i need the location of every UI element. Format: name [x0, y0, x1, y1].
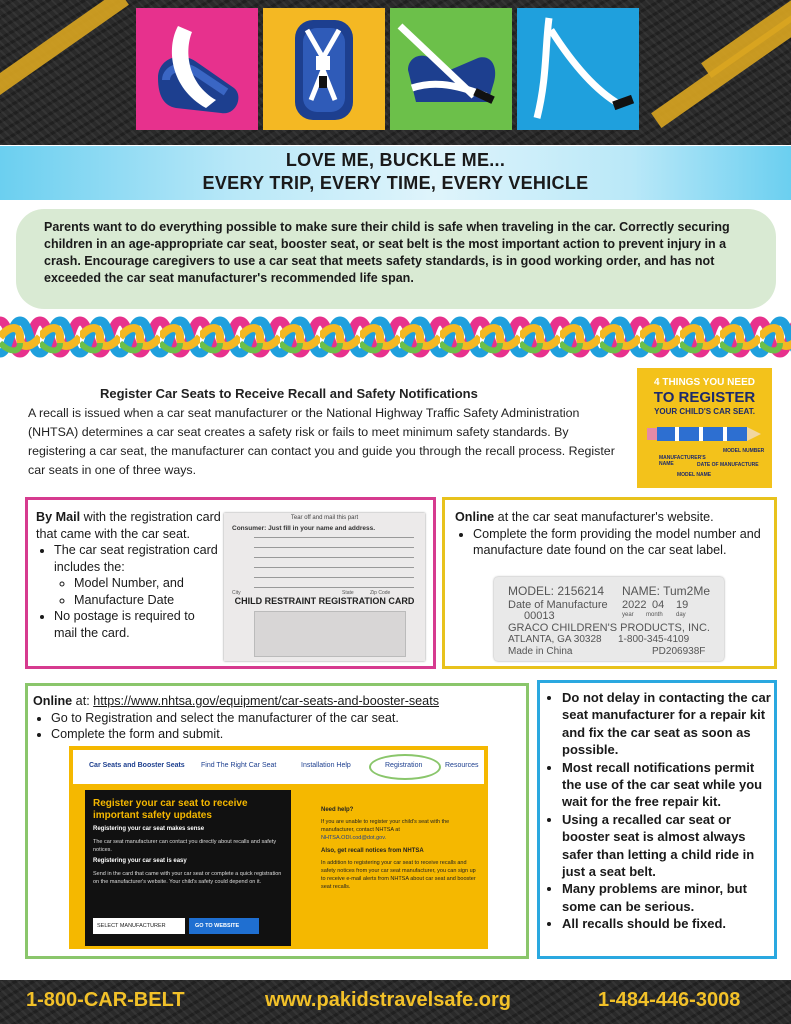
- site-help-column: [321, 806, 477, 891]
- list-item: ◦ Manufacture Date: [74, 592, 221, 609]
- four-things-label: DATE OF MANUFACTURE: [697, 462, 759, 468]
- mail-lead-rest: with the registration card that came with the car seat.: [36, 510, 221, 541]
- label-company: GRACO CHILDREN'S PRODUCTS, INC.: [508, 622, 710, 634]
- headline-line-2: EVERY TRIP, EVERY TIME, EVERY VEHICLE: [202, 173, 589, 193]
- list-item: • Complete the form and submit.: [51, 726, 523, 743]
- road-stripe: [0, 0, 129, 108]
- recall-notes: [546, 689, 772, 933]
- online-mfr-lead-rest: at the car seat manufacturer's website.: [494, 510, 714, 524]
- list-item: • Many problems are minor, but some can be serious.: [562, 880, 772, 915]
- label-day: 19: [676, 599, 689, 611]
- four-things-label: MODEL NUMBER: [723, 448, 765, 454]
- site-also-title: Also, get recall notices from NHTSA: [321, 848, 424, 854]
- site-help-title: Need help?: [321, 807, 354, 813]
- label-origin: Made in China: [508, 646, 573, 657]
- list-item: • Complete the form providing the model number and manufacture date found on the car seat label.: [473, 526, 765, 559]
- site-panel-title: Register your car seat to receive important safety updates: [93, 798, 248, 821]
- nhtsa-list: [33, 710, 523, 743]
- manufacturer-select[interactable]: SELECT MANUFACTURER: [93, 918, 185, 934]
- label-city: ATLANTA, GA 30328: [508, 634, 602, 645]
- register-body: A recall is issued when a car seat manufacturer or the National Highway Traffic Safety Administration (NHTSA) determines a car seat creates a safety risk or fails to meet minimum safety standards. By registering a car seat, the manufacturer can contact you and guide you through the recall process. Register car seats in one of three ways.: [28, 406, 615, 477]
- site-nav-item: Registration: [385, 762, 423, 769]
- list-item: ◦ Model Number, and: [74, 575, 221, 592]
- four-things-line-1: 4 THINGS YOU NEED: [654, 377, 755, 388]
- site-sub-2: Registering your car seat is easy: [93, 858, 187, 864]
- infant-seat-icon: [136, 8, 258, 130]
- nhtsa-website-screenshot: [69, 746, 488, 949]
- card-label-sticker: [254, 611, 406, 657]
- intro-text: Parents want to do everything possible to make sure their child is safe when traveling in the car. Correctly securing children in an age-appropriate car seat, booster seat, or seat belt is the most important action to prevent injury in a crash. Encourage caregivers to use a car seat that meets safety standards, is in good working order, and has not exceeded the car seat manufacturer's recommended life span.: [44, 220, 730, 285]
- site-nav-item: Resources: [445, 762, 479, 769]
- list-item: • Go to Registration and select the manufacturer of the car seat.: [51, 710, 523, 727]
- site-sub-1: Registering your car seat makes sense: [93, 826, 205, 832]
- card-consumer-text: Consumer: Just fill in your name and address.: [232, 525, 376, 532]
- mail-text: [36, 509, 221, 641]
- mail-bullet-1: The car seat registration card includes the:: [54, 543, 218, 574]
- nhtsa-url-link[interactable]: https://www.nhtsa.gov/equipment/car-seats-and-booster-seats: [93, 694, 439, 708]
- site-nav-item: Find The Right Car Seat: [201, 762, 277, 769]
- site-help-text: If you are unable to register your child's seat with the manufacturer, contact NHTSA at: [321, 819, 450, 833]
- nhtsa-lead-bold: Online: [33, 694, 73, 708]
- list-item: [54, 542, 221, 608]
- site-nav-item: Car Seats and Booster Seats: [89, 762, 185, 769]
- car-seat-label-image: [494, 577, 724, 661]
- site-help-email: NHTSA.ODI.cod@dot.gov.: [321, 835, 387, 841]
- pencil-icon: [647, 422, 762, 446]
- card-zip: Zip Code: [370, 590, 391, 596]
- label-phone: 1-800-345-4109: [618, 634, 690, 645]
- online-mfr-lead: [455, 509, 765, 526]
- footer-phone-1: 1-800-CAR-BELT: [26, 989, 185, 1011]
- label-name: NAME: Tum2Me: [622, 584, 711, 598]
- list-item: • Do not delay in contacting the car seat manufacturer for a repair kit and fix the car seat as soon as possible.: [562, 689, 772, 759]
- braid-divider: [0, 313, 791, 361]
- online-mfr-text: [455, 509, 765, 559]
- headline-line-1: LOVE ME, BUCKLE ME...: [285, 150, 506, 170]
- site-p-1: The car seat manufacturer can contact you directly about recalls and safety notices.: [93, 839, 277, 853]
- registration-card-image: [224, 513, 425, 661]
- card-city: City: [232, 590, 241, 596]
- site-nav-item: Installation Help: [301, 762, 351, 769]
- card-tear-text: Tear off and mail this part: [290, 515, 359, 521]
- mail-list: [36, 542, 221, 641]
- nhtsa-lead: [33, 693, 523, 710]
- label-month-caption: month: [646, 612, 663, 618]
- booster-seat-icon: [390, 8, 512, 130]
- online-mfr-lead-bold: Online: [455, 510, 495, 524]
- go-to-website-button[interactable]: GO TO WEBSITE: [189, 918, 259, 934]
- label-day-caption: day: [676, 612, 686, 618]
- label-model: MODEL: 2156214: [508, 584, 605, 598]
- label-year-caption: year: [622, 612, 634, 618]
- card-lines: [254, 537, 414, 588]
- footer-phone-2: 1-484-446-3008: [598, 989, 741, 1011]
- four-things-line-3: YOUR CHILD'S CAR SEAT.: [654, 407, 755, 416]
- header-background: [0, 0, 791, 145]
- site-p-2: Send in the card that came with your car seat or complete a quick registration on the manufacturer's website. Your child's safety could depend on it.: [93, 871, 282, 885]
- mail-lead: [36, 509, 221, 542]
- four-things-label: MANUFACTURER'S NAME: [659, 455, 706, 467]
- list-item: • No postage is required to mail the card.: [54, 608, 221, 641]
- label-year: 2022: [622, 599, 647, 611]
- label-month: 04: [652, 599, 665, 611]
- site-nav-bar: [73, 750, 484, 784]
- card-title: CHILD RESTRAINT REGISTRATION CARD: [234, 596, 415, 606]
- nhtsa-lead-rest: at:: [72, 694, 94, 708]
- nhtsa-text: [33, 693, 523, 743]
- online-mfr-list: [455, 526, 765, 559]
- convertible-seat-icon: [263, 8, 385, 130]
- label-code: PD206938F: [652, 646, 706, 657]
- four-things-label: MODEL NAME: [677, 472, 712, 478]
- footer-website: www.pakidstravelsafe.org: [265, 989, 512, 1011]
- register-title: Register Car Seats to Receive Recall and Safety Notifications: [100, 386, 478, 401]
- label-lot: 00013: [524, 610, 555, 622]
- list-item: • All recalls should be fixed.: [562, 915, 772, 932]
- mail-lead-bold: By Mail: [36, 510, 81, 524]
- headline-banner: [0, 146, 791, 200]
- site-also-text: In addition to registering your car seat to receive recalls and safety notices from your car seat manufacturer, you can sign up to receive e-mail alerts from NHTSA about car seat and booster seat recalls.: [321, 860, 476, 890]
- recall-notes-list: [546, 689, 772, 933]
- site-register-panel: [85, 790, 291, 946]
- seat-belt-icon: [517, 8, 639, 130]
- label-date-label: Date of Manufacture: [508, 599, 608, 611]
- four-things-graphic: [637, 368, 772, 488]
- list-item: • Most recall notifications permit the use of the car seat while you wait for the free repair kit.: [562, 759, 772, 811]
- four-things-line-2: TO REGISTER: [653, 389, 756, 406]
- card-state: State: [342, 590, 354, 596]
- list-item: • Using a recalled car seat or booster seat is almost always safer than letting a child ride in just a seat belt.: [562, 811, 772, 881]
